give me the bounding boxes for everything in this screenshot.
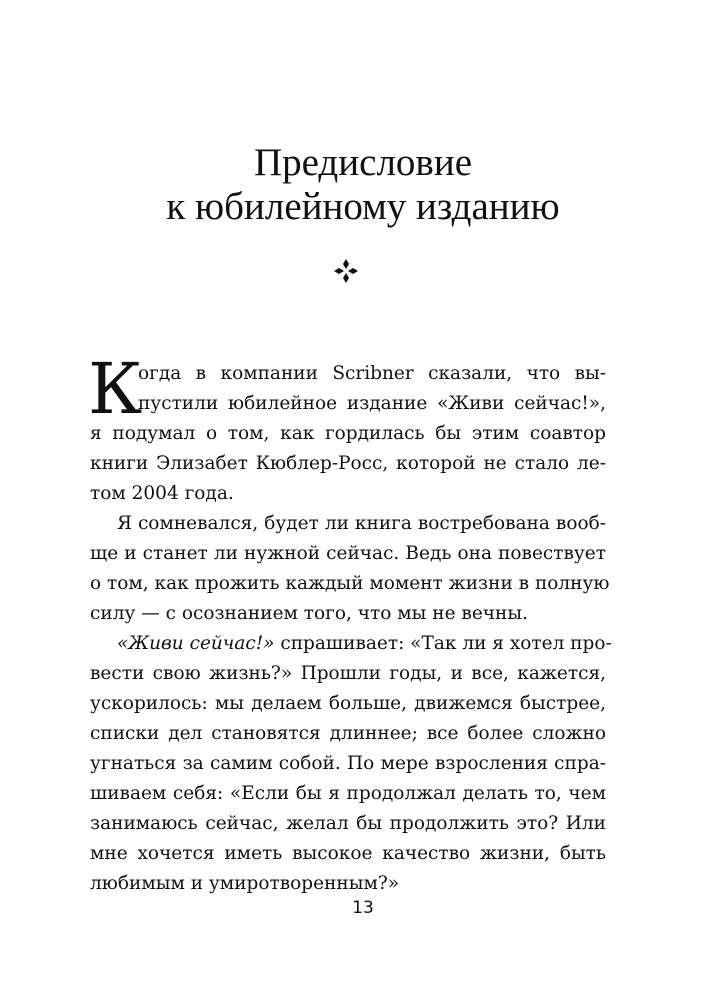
paragraph-2-line-1: Я сомневался, будет ли книга востребована вооб-: [117, 513, 606, 534]
paragraph-1-line-2: пустили юбилейное издание «Живи сейчас!»,: [138, 393, 606, 414]
drop-cap-letter: К: [88, 348, 143, 430]
paragraph-3-line-6: шиваем себя: «Если бы я продолжал делать то, чем: [90, 783, 606, 804]
book-title-italic: «Живи сейчас!»: [117, 633, 275, 654]
paragraph-2-line-2: ще и станет ли нужной сейчас. Ведь она повествует: [90, 543, 606, 564]
paragraph-3-line-1-text: спрашивает: «Так ли я хотел про-: [274, 633, 612, 654]
paragraph-3-line-7: занимаюсь сейчас, желал бы продолжить это? Или: [90, 813, 606, 834]
page-number: 13: [352, 898, 374, 918]
paragraph-1-line-4: книги Элизабет Кюблер-Росс, которой не стало ле-: [90, 453, 606, 474]
paragraph-3-line-9: любимым и умиротворенным?»: [90, 873, 400, 894]
paragraph-1-line-1: огда в компании Scribner сказали, что вы-: [138, 363, 606, 384]
paragraph-1-line-5: том 2004 года.: [90, 483, 234, 504]
paragraph-3-line-3: ускорилось: мы делаем больше, движемся быстрее,: [90, 693, 606, 714]
four-diamond-ornament-icon: [333, 258, 359, 284]
paragraph-3-line-2: вести свою жизнь?» Прошли годы, и все, кажется,: [90, 663, 606, 684]
paragraph-2-line-4: силу — с осознанием того, что мы не вечны.: [90, 603, 528, 624]
paragraph-2-line-3: о том, как прожить каждый момент жизни в полную: [90, 573, 610, 594]
paragraph-3-line-1: [117, 629, 612, 659]
page-title-line-1: Предисловие: [253, 141, 473, 184]
paragraph-3-line-4: списки дел становятся длиннее; все более сложно: [90, 723, 606, 744]
page-title-line-2: к юбилейному изданию: [166, 185, 560, 228]
paragraph-3-line-8: мне хочется иметь высокое качество жизни, быть: [90, 843, 606, 864]
paragraph-1-line-3: я подумал о том, как гордилась бы этим соавтор: [90, 423, 606, 444]
paragraph-3-line-5: угнаться за самим собой. По мере взросления спра-: [90, 753, 606, 774]
